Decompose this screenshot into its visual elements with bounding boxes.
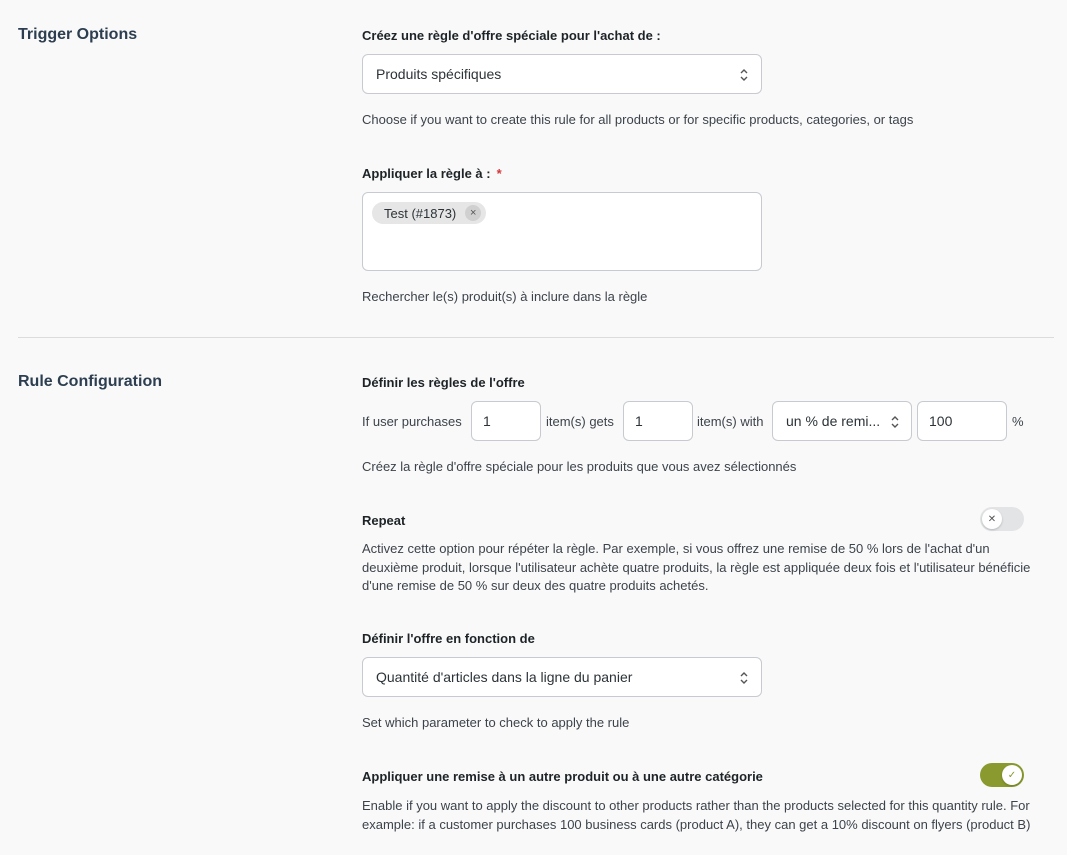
purchase-type-help: Choose if you want to create this rule for all products or for specific products, categories, or tags <box>362 112 914 127</box>
toggle-off-icon: ✕ <box>982 509 1002 529</box>
section-divider <box>18 337 1054 338</box>
apply-rule-tag-input[interactable] <box>362 192 762 271</box>
based-on-select[interactable] <box>362 657 762 697</box>
trigger-options-title: Trigger Options <box>18 26 138 43</box>
purchase-type-label: Créez une règle d'offre spéciale pour l'achat de : <box>362 28 661 43</box>
close-icon[interactable]: × <box>465 205 481 221</box>
discount-value-input[interactable]: 100 <box>917 401 1007 441</box>
select-arrows-icon <box>739 670 749 686</box>
discount-type-select[interactable] <box>772 401 912 441</box>
product-tag-chip <box>372 202 486 224</box>
items-with-text: item(s) with <box>697 414 764 429</box>
based-on-help: Set which parameter to check to apply the rule <box>362 715 630 730</box>
product-tag-label: Test (#1873) <box>384 205 457 221</box>
items-gets-text: item(s) gets <box>546 414 614 429</box>
based-on-value: Quantité d'articles dans la ligne du panier <box>376 669 633 685</box>
purchase-type-value: Produits spécifiques <box>376 66 502 82</box>
based-on-label: Définir l'offre en fonction de <box>362 631 535 646</box>
required-mark: * <box>496 166 502 181</box>
define-rules-help: Créez la règle d'offre spéciale pour les produits que vous avez sélectionnés <box>362 459 797 474</box>
discount-type-value: un % de remi... <box>786 413 881 429</box>
apply-rule-label <box>362 166 502 181</box>
if-user-purchases-text: If user purchases <box>362 414 462 429</box>
other-product-label: Appliquer une remise à un autre produit ou à une autre catégorie <box>362 769 763 784</box>
checkmark-icon: ✓ <box>1002 765 1022 785</box>
define-rules-label: Définir les règles de l'offre <box>362 375 525 390</box>
repeat-toggle[interactable] <box>980 507 1024 531</box>
rule-configuration-title: Rule Configuration <box>18 373 162 390</box>
other-product-help: Enable if you want to apply the discount to other products rather than the products selected for this quantity rule. For example: if a customer purchases 100 business cards (product A), they can get a 10% discount on flyers (product B) <box>362 798 1031 832</box>
apply-rule-help: Rechercher le(s) produit(s) à inclure dans la règle <box>362 289 648 304</box>
repeat-help: Activez cette option pour répéter la règle. Par exemple, si vous offrez une remise de 50 % lors de l'achat d'un deuxième produit, lorsque l'utilisateur achète quatre produits, la règle est appliquée deux fois et l'utilisateur bénéficie d'une remise de 50 % sur deux des quatre produits achetés. <box>362 541 1031 593</box>
apply-rule-label-text: Appliquer la règle à : <box>362 166 491 181</box>
select-arrows-icon <box>739 67 749 83</box>
purchase-quantity-input[interactable]: 1 <box>471 401 541 441</box>
repeat-label: Repeat <box>362 513 406 528</box>
other-product-toggle[interactable] <box>980 763 1024 787</box>
purchase-type-select[interactable] <box>362 54 762 94</box>
percent-sign: % <box>1012 414 1024 429</box>
gets-quantity-input[interactable]: 1 <box>623 401 693 441</box>
select-arrows-icon <box>890 414 900 430</box>
